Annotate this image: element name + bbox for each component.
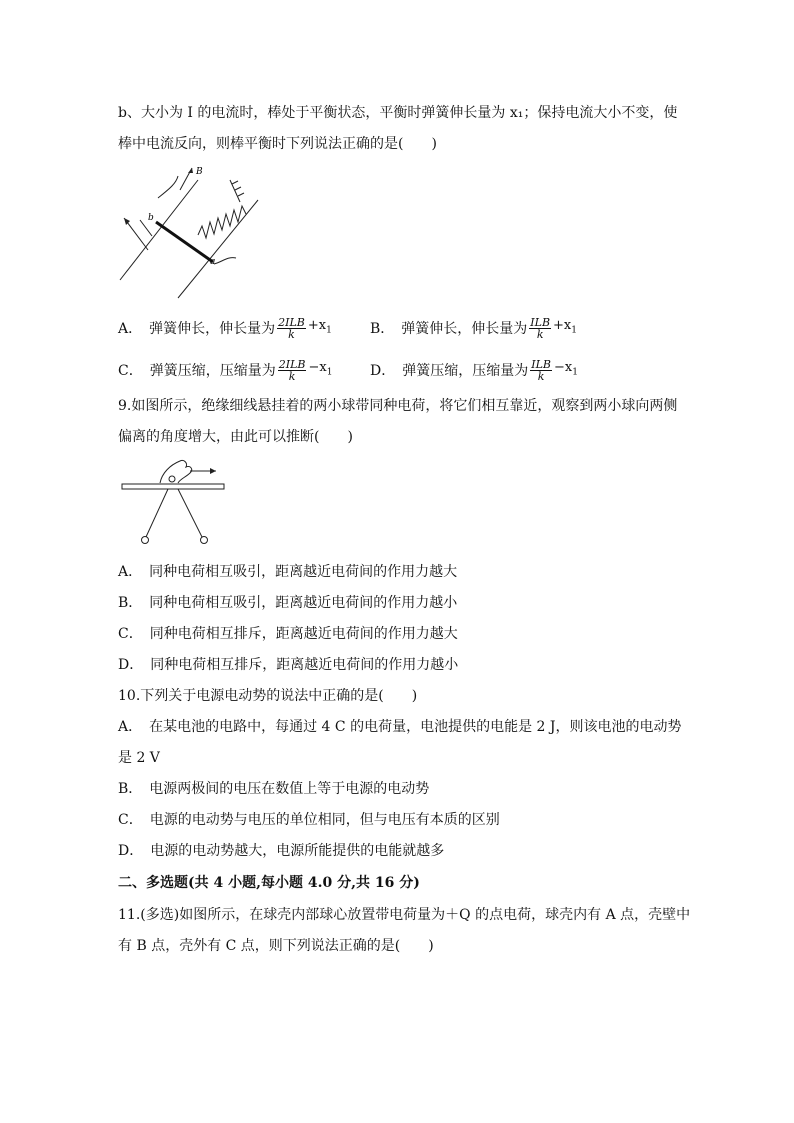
- right-rail: [178, 200, 258, 298]
- q9-option-c[interactable]: C． 同种电荷相互排斥，距离越近电荷间的作用力越大: [118, 626, 458, 642]
- q8-option-b-sub: 1: [571, 325, 577, 336]
- q9-stem-line1: 9.如图所示，绝缘细线悬挂着的两小球带同种电荷，将它们相互靠近，观察到两小球向两侧: [118, 398, 678, 414]
- wire-a: [214, 258, 236, 264]
- q8-option-d-sub: 1: [572, 367, 578, 378]
- b-field-label: B: [196, 167, 203, 177]
- q8-option-c-den: k: [288, 370, 296, 383]
- rail-spring-figure: [118, 160, 268, 300]
- q10-stem: 10.下列关于电源电动势的说法中正确的是( ): [118, 688, 418, 704]
- q8-option-d-tail: −x: [553, 360, 573, 376]
- q8-option-a-sub: 1: [326, 325, 332, 336]
- q8-option-b-den: k: [536, 328, 544, 341]
- left-rail: [120, 180, 198, 280]
- q8-option-d-den: k: [537, 370, 545, 383]
- q8-option-a-tail: +x: [307, 318, 327, 334]
- q8-option-b-prefix: B． 弹簧伸长，伸长量为: [370, 320, 528, 337]
- left-ball: [142, 537, 149, 544]
- q8-option-c[interactable]: [118, 359, 332, 382]
- q10-option-c[interactable]: C． 电源的电动势与电压的单位相同，但与电压有本质的区别: [118, 812, 500, 828]
- q8-option-c-tail: −x: [308, 360, 327, 376]
- right-ball: [201, 537, 208, 544]
- q8-option-a-num: 2ILB: [278, 316, 305, 329]
- q9-option-d[interactable]: D． 同种电荷相互排斥，距离越近电荷间的作用力越小: [118, 657, 459, 673]
- q8-option-b-num: ILB: [530, 316, 551, 329]
- section-heading-multiple-choice: 二、多选题(共 4 小题,每小题 4.0 分,共 16 分): [118, 875, 420, 891]
- rod: [156, 222, 213, 262]
- q8-option-c-sub: 1: [326, 367, 333, 378]
- q8-stem-line1: b、大小为 I 的电流时，棒处于平衡状态，平衡时弹簧伸长量为 x₁；保持电流大小不变，使: [118, 105, 678, 121]
- right-thread: [178, 489, 202, 537]
- spring: [198, 206, 246, 238]
- q9-option-a[interactable]: A． 同种电荷相互吸引，距离越近电荷间的作用力越大: [118, 564, 458, 580]
- end-b-label: b: [148, 213, 154, 223]
- q8-option-a-fraction: [277, 317, 306, 340]
- left-thread: [146, 489, 168, 537]
- wire-b: [158, 176, 178, 198]
- q10-option-a-line1[interactable]: A． 在某电池的电路中，每通过 4 C 的电荷量，电池提供的电能是 2 J，则该电池的电动势: [118, 719, 682, 735]
- q8-stem-line2: 棒中电流反向，则棒平衡时下列说法正确的是( ): [118, 136, 437, 152]
- q9-stem-line2: 偏离的角度增大，由此可以推断( ): [118, 429, 353, 445]
- q8-option-c-prefix: C． 弹簧压缩，压缩量为: [118, 362, 276, 379]
- q11-stem-line1: 11.(多选)如图所示，在球壳内部球心放置带电荷量为＋Q 的点电荷，球壳内有 A 点，壳壁中: [118, 907, 691, 923]
- hanging-balls-figure: [120, 455, 230, 547]
- q8-option-a-prefix: A． 弹簧伸长，伸长量为: [118, 320, 276, 337]
- q8-option-d-num: ILB: [531, 358, 551, 371]
- q10-option-d[interactable]: D． 电源的电动势越大，电源所能提供的电能就越多: [118, 843, 445, 859]
- q8-option-b[interactable]: [370, 317, 577, 340]
- q8-option-c-fraction: [278, 359, 307, 382]
- q8-option-a[interactable]: [118, 317, 332, 340]
- q8-option-d-fraction: [530, 359, 552, 382]
- q8-option-a-den: k: [288, 328, 295, 341]
- q10-option-a-line2[interactable]: 是 2 V: [118, 750, 160, 766]
- hand-icon: [160, 460, 192, 483]
- q10-option-b[interactable]: B． 电源两极间的电压在数值上等于电源的电动势: [118, 781, 430, 797]
- q8-option-c-num: 2ILB: [278, 358, 306, 371]
- q8-option-d[interactable]: [370, 359, 578, 382]
- end-a-label: a: [210, 257, 216, 267]
- q11-stem-line2: 有 B 点，壳外有 C 点，则下列说法正确的是( ): [118, 938, 434, 954]
- wall: [230, 180, 240, 202]
- q8-option-b-fraction: [529, 317, 551, 340]
- support-bar: [122, 484, 224, 489]
- q9-option-b[interactable]: B． 同种电荷相互吸引，距离越近电荷间的作用力越小: [118, 595, 458, 611]
- q8-option-d-prefix: D． 弹簧压缩，压缩量为: [370, 362, 529, 379]
- q8-option-b-tail: +x: [553, 318, 572, 334]
